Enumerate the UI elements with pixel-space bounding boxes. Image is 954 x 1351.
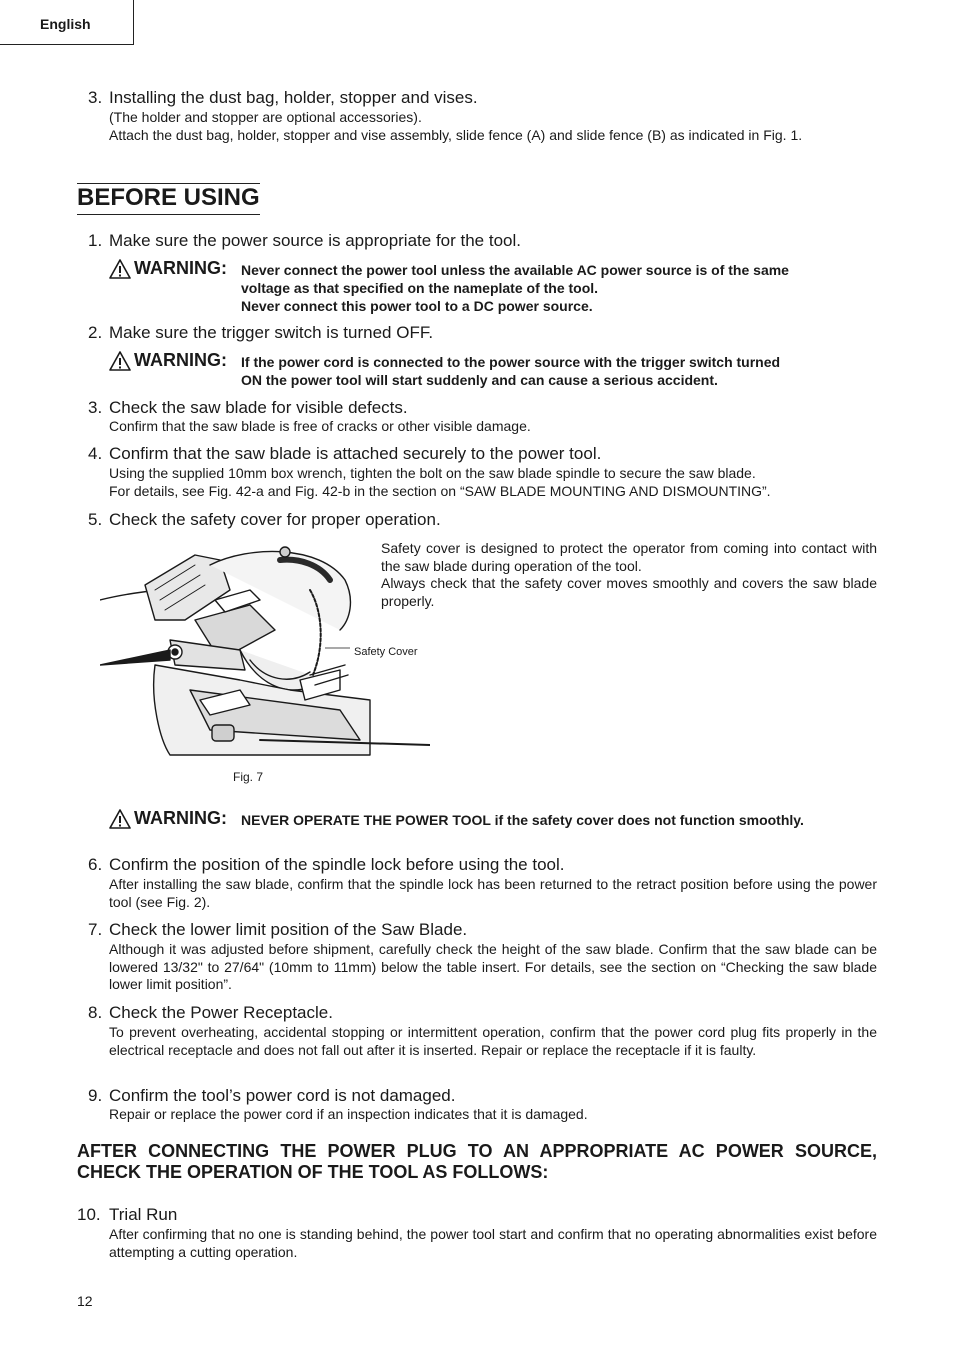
warning-label-text: WARNING: xyxy=(134,350,227,370)
warning-text xyxy=(241,353,780,389)
warning-text xyxy=(241,261,789,315)
warning-triangle-icon xyxy=(109,351,131,371)
step-number: 7. xyxy=(88,920,103,939)
install-line: Attach the dust bag, holder, stopper and vise assembly, slide fence (A) and slide fence (B) as indicated in Fig. 1. xyxy=(109,126,803,143)
step-number: 2. xyxy=(88,323,103,342)
step-title: Make sure the trigger switch is turned OFF. xyxy=(109,323,434,342)
figure-caption: Fig. 7 xyxy=(233,770,264,784)
step-description: After installing the saw blade, confirm that the spindle lock has been returned to the retract position before using the power tool (see Fig. 2). xyxy=(109,876,877,910)
warning-line: If the power cord is connected to the power source with the trigger switch turned xyxy=(241,354,781,370)
step-number: 6. xyxy=(88,855,103,874)
step-number: 5. xyxy=(88,510,103,529)
step-title: Confirm the tool’s power cord is not damaged. xyxy=(109,1086,456,1105)
step-line: Safety cover is designed to protect the operator from coming into contact with the saw blade during operation of the tool. xyxy=(381,540,877,574)
language-tab xyxy=(0,0,134,45)
step-title: Make sure the power source is appropriate for the tool. xyxy=(109,231,521,250)
warning-triangle-icon xyxy=(109,809,131,829)
language-label: English xyxy=(40,16,91,32)
warning-text xyxy=(241,811,804,829)
warning-line: Never connect the power tool unless the available AC power source is of the same xyxy=(241,262,789,278)
step-title: Check the saw blade for visible defects. xyxy=(109,398,408,417)
warning-label-text: WARNING: xyxy=(134,808,227,828)
step-description: To prevent overheating, accidental stopping or intermittent operation, confirm that the power cord plug fits properly in the electrical receptacle and does not fall out after it is inserted. Repair or replace the receptacle if it is faulty. xyxy=(109,1024,877,1058)
step-description xyxy=(109,418,531,436)
safety-cover-callout: Safety Cover xyxy=(354,646,418,658)
warning-line: NEVER OPERATE THE POWER TOOL if the safety cover does not function smoothly. xyxy=(241,812,804,828)
step-number: 10. xyxy=(77,1205,101,1224)
step-line: Always check that the safety cover moves smoothly and covers the saw blade properly. xyxy=(381,575,877,609)
step-title: Trial Run xyxy=(109,1205,178,1224)
install-step-title: Installing the dust bag, holder, stopper and vises. xyxy=(109,88,478,107)
warning-label xyxy=(109,350,227,371)
step-description: Although it was adjusted before shipment, carefully check the height of the saw blade. Confirm that the saw blade can be lowered 13/32" to 27/64" (10mm to 11mm) below the table insert. For details, see the section on “Checking the saw blade lower limit position”. xyxy=(109,941,877,992)
step-title: Confirm that the saw blade is attached securely to the power tool. xyxy=(109,444,602,463)
after-connecting-heading: AFTER CONNECTING THE POWER PLUG TO AN APPROPRIATE AC POWER SOURCE, CHECK THE OPERATION OF THE TOOL AS FOLLOWS: xyxy=(77,1141,877,1182)
page-number: 12 xyxy=(77,1293,93,1309)
step-line: Confirm that the saw blade is free of cracks or other visible damage. xyxy=(109,418,531,434)
step-number: 8. xyxy=(88,1003,103,1022)
step-description xyxy=(109,465,771,500)
step-description xyxy=(381,540,877,610)
warning-line: ON the power tool will start suddenly and can cause a serious accident. xyxy=(241,372,718,388)
step-title: Check the lower limit position of the Saw Blade. xyxy=(109,920,468,939)
step-number: 4. xyxy=(88,444,103,463)
step-title: Check the safety cover for proper operation. xyxy=(109,510,441,529)
step-title: Check the Power Receptacle. xyxy=(109,1003,333,1022)
step-line: Using the supplied 10mm box wrench, tighten the bolt on the saw blade spindle to secure the saw blade. xyxy=(109,465,756,481)
step-title: Confirm the position of the spindle lock before using the tool. xyxy=(109,855,565,874)
step-description: After confirming that no one is standing behind, the power tool start and confirm that no operating abnormalities exist before attempting a cutting operation. xyxy=(109,1226,877,1260)
step-number: 1. xyxy=(88,231,103,250)
step-number: 3. xyxy=(88,398,103,417)
warning-line: voltage as that specified on the nameplate of the tool. xyxy=(241,280,599,296)
warning-line: Never connect this power tool to a DC power source. xyxy=(241,298,593,314)
step-number: 9. xyxy=(88,1086,103,1105)
install-step-description xyxy=(109,109,802,144)
step-line: For details, see Fig. 42-a and Fig. 42-b in the section on “SAW BLADE MOUNTING AND DISMOUNTING”. xyxy=(109,482,771,499)
warning-label xyxy=(109,808,227,829)
warning-triangle-icon xyxy=(109,259,131,279)
step-description: Repair or replace the power cord if an inspection indicates that it is damaged. xyxy=(109,1106,588,1122)
warning-label-text: WARNING: xyxy=(134,258,227,278)
warning-label xyxy=(109,258,227,279)
install-step-number: 3. xyxy=(88,88,103,107)
install-line: (The holder and stopper are optional accessories). xyxy=(109,109,422,125)
section-title: BEFORE USING xyxy=(77,183,260,215)
